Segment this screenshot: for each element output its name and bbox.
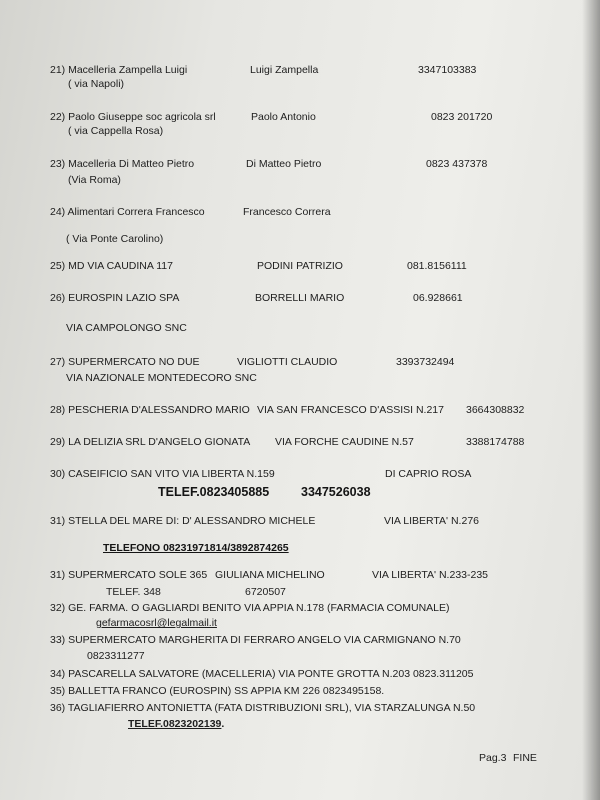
entry-phone: 0823 201720 [431, 111, 493, 123]
entry-contact: Paolo Antonio [251, 111, 316, 123]
entry-contact: Luigi Zampella [250, 64, 319, 76]
entry-phone: 3664308832 [466, 404, 525, 416]
entry-contact: PODINI PATRIZIO [257, 260, 343, 272]
entry-phone [128, 718, 224, 731]
entry-phone: TELEF. 348 [106, 586, 161, 598]
entry-address: ( via Napoli) [68, 78, 125, 90]
entry-phone-number: TELEF.0823202139 [128, 718, 222, 730]
entry-contact: BORRELLI MARIO [255, 292, 345, 304]
entry-address: VIA CAMPOLONGO SNC [66, 322, 187, 334]
entry-name: 29) LA DELIZIA SRL D'ANGELO GIONATA [50, 436, 251, 448]
entry-phone: TELEFONO 08231971814/3892874265 [103, 542, 289, 554]
entry-name: 30) CASEIFICIO SAN VITO VIA LIBERTA N.159 [50, 468, 275, 480]
entry-name: 22) Paolo Giuseppe soc agricola srl [50, 111, 216, 123]
entry-name: 21) Macelleria Zampella Luigi [50, 64, 188, 76]
page-edge-shadow [582, 0, 600, 800]
entry-name: 25) MD VIA CAUDINA 117 [50, 260, 173, 272]
end-marker: FINE [513, 752, 537, 764]
entry-phone: 3388174788 [466, 436, 525, 448]
entry-phone: 3393732494 [396, 356, 455, 368]
entry-contact: GIULIANA MICHELINO [215, 569, 325, 581]
entry-name: 31) SUPERMERCATO SOLE 365 [50, 569, 208, 581]
entry-address: VIA FORCHE CAUDINE N.57 [275, 436, 414, 448]
entry-line: 33) SUPERMERCATO MARGHERITA DI FERRARO ANGELO VIA CARMIGNANO N.70 [50, 634, 461, 646]
entry-name: 23) Macelleria Di Matteo Pietro [50, 158, 195, 170]
entry-phone: 06.928661 [413, 292, 463, 304]
entry-address: VIA LIBERTA' N.233-235 [372, 569, 489, 581]
entry-address: (Via Roma) [68, 174, 121, 186]
entry-line: 32) GE. FARMA. O GAGLIARDI BENITO VIA APPIA N.178 (FARMACIA COMUNALE) [50, 602, 450, 614]
entry-address: ( Via Ponte Carolino) [66, 233, 164, 245]
entry-name: 31) STELLA DEL MARE DI: D' ALESSANDRO MICHELE [50, 515, 316, 527]
entry-contact: Di Matteo Pietro [246, 158, 322, 170]
entry-name: 27) SUPERMERCATO NO DUE [50, 356, 200, 368]
entry-address: VIA LIBERTA' N.276 [384, 515, 479, 527]
entry-line: 34) PASCARELLA SALVATORE (MACELLERIA) VIA PONTE GROTTA N.203 0823.311205 [50, 668, 474, 680]
entry-name: 26) EUROSPIN LAZIO SPA [50, 292, 180, 304]
entry-name: 24) Alimentari Correra Francesco [50, 206, 205, 218]
entry-phone-2: 6720507 [245, 586, 286, 598]
entry-line: 36) TAGLIAFIERRO ANTONIETTA (FATA DISTRIBUZIONI SRL), VIA STARZALUNGA N.50 [50, 702, 476, 714]
entry-phone-2: 3347526038 [301, 485, 371, 499]
entry-address: VIA NAZIONALE MONTEDECORO SNC [66, 372, 257, 384]
page-number: Pag.3 [479, 752, 507, 764]
entry-contact: VIGLIOTTI CLAUDIO [237, 356, 338, 368]
entry-phone-suffix: . [221, 718, 225, 730]
entry-contact: Francesco Correra [243, 206, 331, 218]
entry-contact: DI CAPRIO ROSA [385, 468, 472, 480]
entry-phone: 0823311277 [87, 650, 145, 662]
entry-address: ( via Cappella Rosa) [68, 125, 164, 137]
entry-address: VIA SAN FRANCESCO D'ASSISI N.217 [257, 404, 444, 416]
entry-phone: 0823 437378 [426, 158, 488, 170]
entry-phone: 081.8156111 [407, 260, 467, 272]
entry-phone: 3347103383 [418, 64, 477, 76]
entry-line: 35) BALLETTA FRANCO (EUROSPIN) SS APPIA KM 226 0823495158. [50, 685, 385, 697]
entry-name: 28) PESCHERIA D'ALESSANDRO MARIO [50, 404, 250, 416]
entry-phone: TELEF.0823405885 [158, 485, 270, 499]
entry-email[interactable]: gefarmacosrl@legalmail.it [96, 617, 217, 629]
